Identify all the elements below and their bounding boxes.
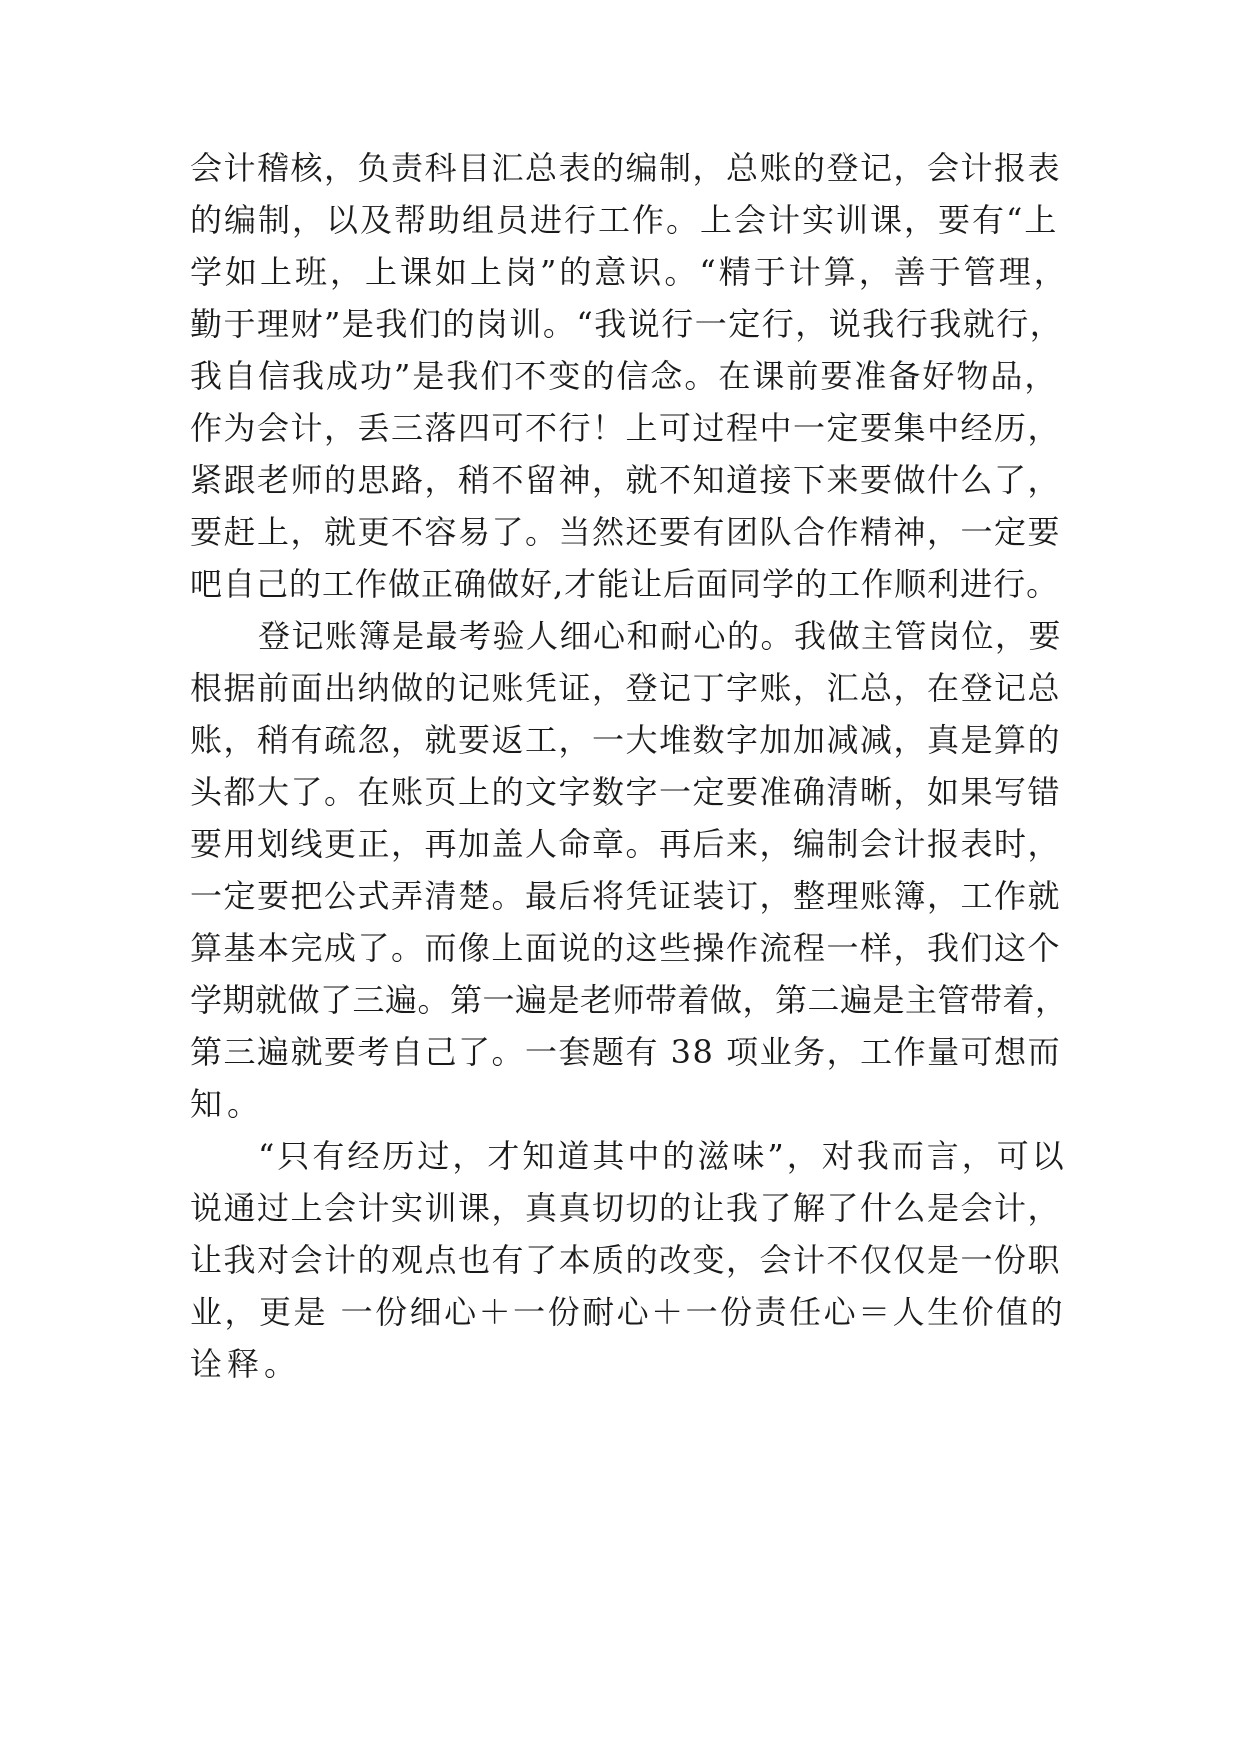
text-line: 要赶上，就更不容易了。当然还要有团队合作精神，一定要 — [190, 513, 1062, 551]
text-line: 账，稍有疏忽，就要返工，一大堆数字加加减减，真是算的 — [190, 721, 1062, 759]
text-line: 让我对会计的观点也有了本质的改变，会计不仅仅是一份职 — [190, 1241, 1062, 1279]
text-line: 会计稽核，负责科目汇总表的编制，总账的登记，会计报表 — [190, 149, 1062, 187]
text-line: 诠释。 — [190, 1345, 302, 1383]
text-line: 紧跟老师的思路，稍不留神，就不知道接下来要做什么了， — [190, 461, 1062, 499]
text-line: 业，更是 一份细心＋一份耐心＋一份责任心＝人生价值的 — [190, 1293, 1066, 1331]
text-line: 说通过上会计实训课，真真切切的让我了解了什么是会计， — [190, 1189, 1062, 1227]
text-line: 根据前面出纳做的记账凭证，登记丁字账，汇总，在登记总 — [190, 669, 1062, 707]
text-line: 我自信我成功”是我们不变的信念。在课前要准备好物品， — [190, 357, 1059, 395]
text-line: 吧自己的工作做正确做好,才能让后面同学的工作顺利进行。 — [190, 565, 1060, 603]
text-line: 作为会计，丢三落四可不行！上可过程中一定要集中经历， — [190, 409, 1062, 447]
text-line: 第三遍就要考自己了。一套题有 38 项业务，工作量可想而 — [190, 1033, 1062, 1071]
text-line: 头都大了。在账页上的文字数字一定要准确清晰，如果写错 — [190, 773, 1062, 811]
text-line: 学期就做了三遍。第一遍是老师带着做，第二遍是主管带着， — [190, 981, 1068, 1019]
paragraph-first-line: 登记账簿是最考验人细心和耐心的。我做主管岗位，要 — [258, 617, 1063, 655]
text-line: 的编制，以及帮助组员进行工作。上会计实训课，要有“上 — [190, 201, 1059, 239]
text-line: 知。 — [190, 1085, 265, 1123]
paragraph-first-line: “只有经历过，才知道其中的滋味”，对我而言，可以 — [258, 1137, 1067, 1175]
text-line: 算基本完成了。而像上面说的这些操作流程一样，我们这个 — [190, 929, 1062, 967]
text-line: 要用划线更正，再加盖人命章。再后来，编制会计报表时， — [190, 825, 1062, 863]
text-line: 勤于理财”是我们的岗训。“我说行一定行，说我行我就行， — [190, 305, 1064, 343]
text-line: 学如上班，上课如上岗”的意识。“精于计算，善于管理， — [190, 253, 1069, 291]
text-line: 一定要把公式弄清楚。最后将凭证装订，整理账簿，工作就 — [190, 877, 1062, 915]
